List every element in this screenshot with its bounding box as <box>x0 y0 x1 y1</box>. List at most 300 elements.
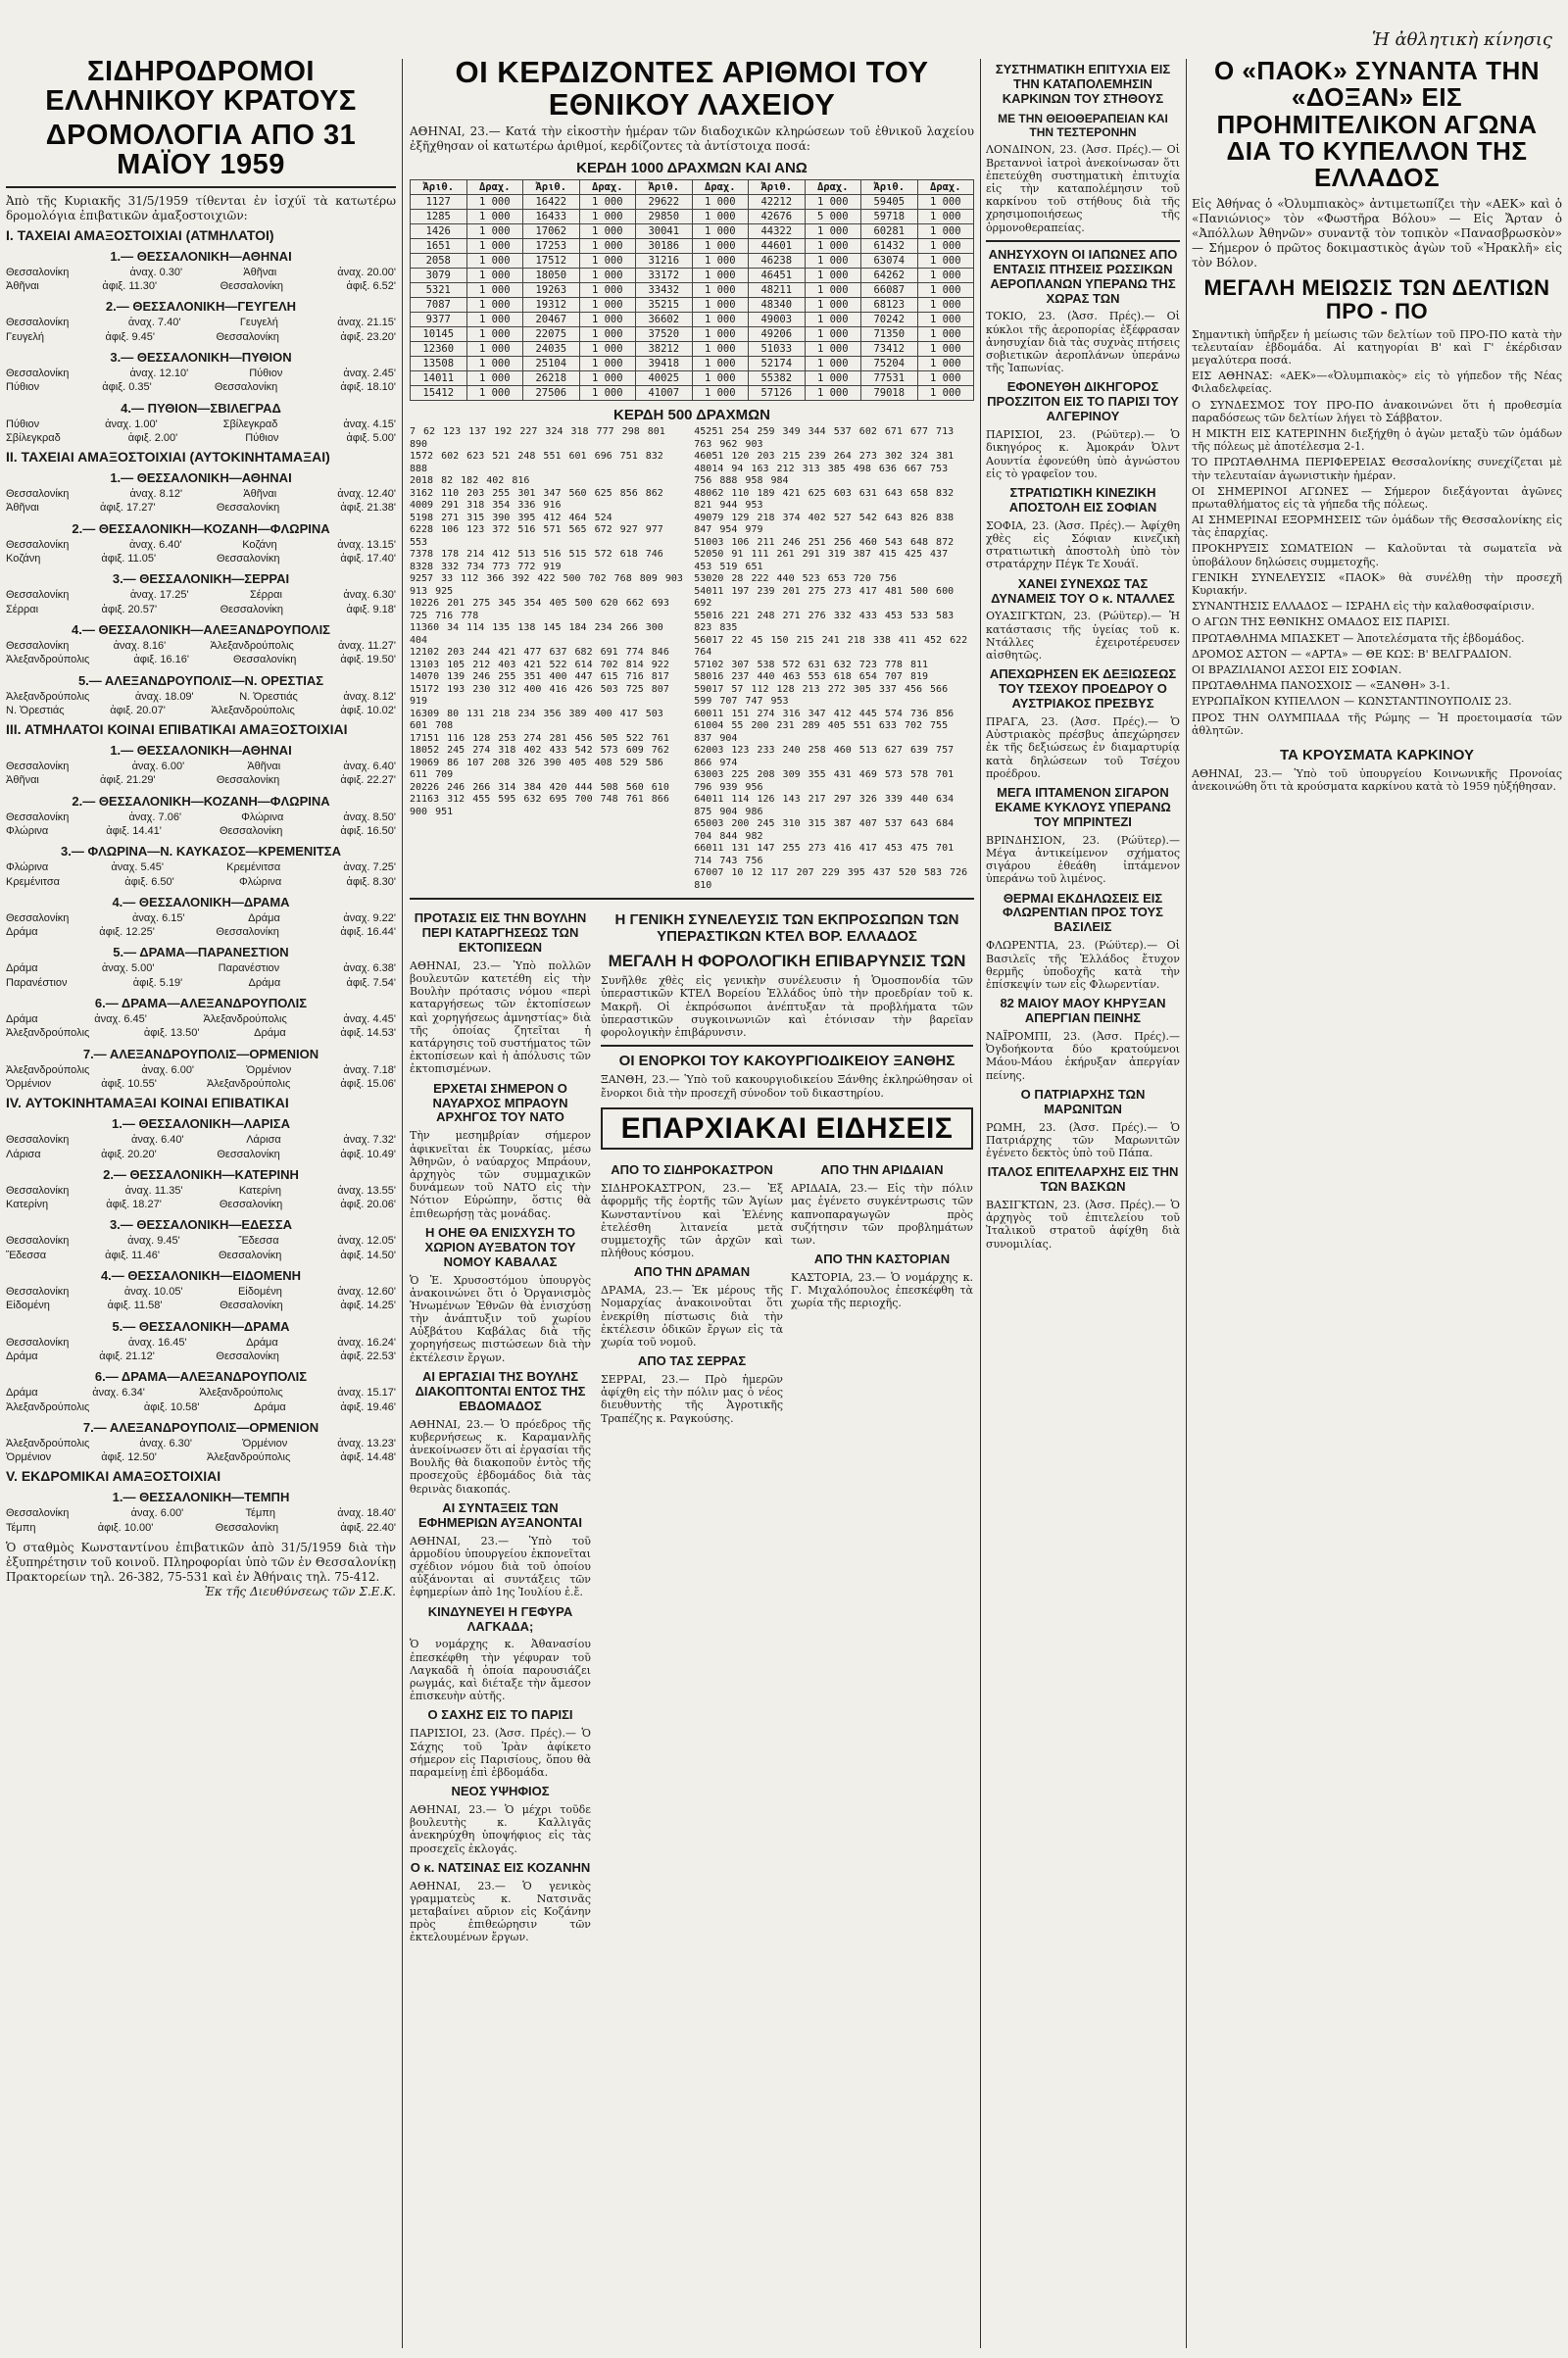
rail-timetable-cell: ἀναχ. 15.17' <box>337 1387 396 1400</box>
rail-timetable-cell: Ἀλεξανδρούπολις <box>6 1027 90 1040</box>
lottery-500-line: 14070 139 246 255 351 400 447 615 716 817 <box>410 671 669 683</box>
rail-timetable-row <box>6 875 396 889</box>
lottery-cell: 24035 <box>523 342 580 357</box>
article-body: Ὁ νομάρχης κ. Ἀθανασίου ἐπεσκέφθη τὴν γέφυραν τοῦ Λαγκαδᾶ ἡ ὁποία παρουσιάζει ρωγμάς, καὶ διέταξε τὴν ἄμεσον ἐπισκευὴν αὐτῆς. <box>410 1638 591 1703</box>
article-body: ΑΘΗΝΑΙ, 23.— Ὁ πρόεδρος τῆς κυβερνήσεως κ. Καραμανλῆς ἀνεκοίνωσεν ὅτι αἱ ἐργασίαι τῆς Βουλῆς θὰ διακοποῦν ἐντὸς τῆς προσεχοῦς ἑβδομάδος διὰ τὰς θερινὰς διακοπάς. <box>410 1417 591 1496</box>
rail-timetable-cell: Θεσσαλονίκη <box>220 1300 283 1312</box>
lottery-cell: 66087 <box>861 283 918 298</box>
lottery-cell: 31216 <box>636 254 693 269</box>
lottery-500-line: 3162 110 203 255 301 347 560 625 856 862 <box>410 487 663 499</box>
article-body: ΦΛΩΡΕΝΤΙΑ, 23. (Ρώϋτερ).— Οἱ Βασιλεῖς τῆς Ἑλλάδος ἔτυχον θερμῆς ὑποδοχῆς κατὰ τὴν ἐπίσκεψίν των εἰς Φλωρεντίαν. <box>986 939 1180 991</box>
rail-timetable-cell: ἀναχ. 0.30' <box>129 266 183 278</box>
article-body: ΠΑΡΙΣΙΟΙ, 23. (Ρώϋτερ).— Ὁ δικηγόρος κ. Ἀμοκράν Ὀλντ Αουντία ἐφονεύθη ὑπὸ ἀγνώστου εἰς τὸ γραφεῖον του. <box>986 428 1180 480</box>
lottery-cell: 64262 <box>861 269 918 283</box>
rail-timetable-row <box>6 961 396 975</box>
rail-timetable-row <box>6 603 396 616</box>
lottery-cell: 44322 <box>749 224 806 239</box>
rail-timetable-cell: Ὀρμένιον <box>246 1063 292 1076</box>
rail-timetable-row <box>6 316 396 329</box>
rail-timetable-cell: Θεσσαλονίκη <box>220 280 284 293</box>
lottery-cell: 40025 <box>636 371 693 386</box>
article-headline: ΑΠΟ ΤΗΝ ΚΑΣΤΟΡΙΑΝ <box>813 1252 951 1267</box>
lottery-cell: 1 000 <box>579 371 636 386</box>
rail-timetable-cell: Θεσσαλονίκη <box>220 603 284 615</box>
rail-timetable-cell: ἀφιξ. 22.27' <box>340 774 396 787</box>
rail-timetable-cell: Κοζάνη <box>242 538 277 551</box>
lottery-500-line: 60011 151 274 316 347 412 445 574 736 856 <box>694 708 955 719</box>
article-headline: ΜΕΓΑ ΙΠΤΑΜΕΝΟΝ ΣΙΓΑΡΟΝ ΕΚΑΜΕ ΚΥΚΛΟΥΣ ΥΠΕΡΑΝΩ ΤΟΥ ΜΠΡΙΝΤΕΖΙ <box>995 784 1171 829</box>
rail-timetable-cell: Δράμα <box>248 976 281 989</box>
rail-timetable-cell: Φλώρινα <box>241 811 284 823</box>
article-body: ΔΡΑΜΑ, 23.— Ἐκ μέρους τῆς Νομαρχίας ἀνακοινοῦται ὅτι ἐνεκρίθη πίστωσις διὰ τὴν ἐκτέλεσιν ὁδικῶν ἔργων εἰς τὰ χωρία τοῦ νομοῦ. <box>601 1284 783 1349</box>
lottery-500-line: 10226 201 275 345 354 405 500 620 662 693 725 716 778 <box>410 598 669 621</box>
lottery-cell: 17512 <box>523 254 580 269</box>
rail-timetable-cell: ἀναχ. 13.15' <box>337 538 396 551</box>
rail-timetable-row <box>6 1026 396 1040</box>
sports-brief: ΑΙ ΣΗΜΕΡΙΝΑΙ ΕΞΟΡΜΗΣΕΙΣ τῶν ὁμάδων τῆς Θεσσαλονίκης εἰς τὰς ἐπαρχίας. <box>1192 514 1562 540</box>
rail-timetable-cell: ἀφιξ. 14.53' <box>340 1027 396 1040</box>
rail-timetable-row <box>6 1012 396 1026</box>
article-headline: ΘΕΡΜΑΙ ΕΚΔΗΛΩΣΕΙΣ ΕΙΣ ΦΛΩΡΕΝΤΙΑΝ ΠΡΟΣ ΤΟΥΣ ΒΑΣΙΛΕΙΣ <box>1003 890 1163 935</box>
rail-timetable-cell: Ἀθῆναι <box>6 774 39 787</box>
rail-timetable-cell: ἀναχ. 7.25' <box>343 861 396 874</box>
rail-timetable-cell: ἀφιξ. 19.46' <box>340 1400 396 1413</box>
lottery-cell: 17253 <box>523 239 580 254</box>
lottery-cell: 1 000 <box>692 283 749 298</box>
lottery-cell: 60281 <box>861 224 918 239</box>
rail-timetable-cell: Θεσσαλονίκη <box>6 1134 70 1147</box>
article-headline: Η ΓΕΝΙΚΗ ΣΥΝΕΛΕΥΣΙΣ ΤΩΝ ΕΚΠΡΟΣΩΠΩΝ ΤΩΝ ΥΠΕΡΑΣΤΙΚΩΝ ΚΤΕΛ ΒΟΡ. ΕΛΛΑΔΟΣ <box>614 911 959 946</box>
rail-timetable-cell: Θεσσαλονίκη <box>6 266 70 278</box>
rail-timetable-cell: ἀναχ. 6.40' <box>343 761 396 773</box>
rail-timetable-cell: Θεσσαλονίκη <box>219 824 283 837</box>
lottery-cell: 1 000 <box>805 239 861 254</box>
article-body: ΣΕΡΡΑΙ, 23.— Πρὸ ἡμερῶν ἀφίχθη εἰς τὴν πόλιν μας ὁ νέος διευθυντὴς τῆς Ἀγροτικῆς Τραπέζης κ. Ραγκούσης. <box>601 1373 783 1425</box>
rail-route-name: 5.— ΘΕΣΣΑΛΟΝΙΚΗ—ΔΡΑΜΑ <box>112 1318 290 1334</box>
rail-timetable-cell: ἀφιξ. 22.53' <box>340 1350 396 1362</box>
rail-timetable-cell: ἀναχ. 12.10' <box>129 367 189 379</box>
lottery-500-line: 67007 10 12 117 207 229 395 437 520 583 726 810 <box>694 867 968 891</box>
rail-timetable-cell: Θεσσαλονίκη <box>6 1336 70 1349</box>
article-body: ΣΟΦΙΑ, 23. (Ἀσσ. Πρές).— Ἀφίχθη χθὲς εἰς Σόφιαν κινεζικὴ στρατιωτικὴ ἀποστολὴ ὑπὸ τὸν στρατάρχην Πέγκ Τε Χουάϊ. <box>986 518 1180 571</box>
lottery-500-line: 48014 94 163 212 313 385 498 636 667 753 756 888 958 984 <box>694 463 949 487</box>
lottery-cell: 3079 <box>411 269 467 283</box>
rail-timetable-cell: ἀφιξ. 23.20' <box>340 330 396 343</box>
rail-timetable-cell: ἀναχ. 6.40' <box>131 1134 184 1147</box>
sports-lead: Εἰς Ἀθήνας ὁ «Ὀλυμπιακὸς» ἀντιμετωπίζει τὴν «ΑΕΚ» καὶ ὁ «Πανιώνιος» τὸν «Φωστῆρα Βόλου» — Εἰς Ἄρταν ὁ «Ἀπόλλων Ἀθηνῶν» συναντᾷ τὸν τοπικὸν «Πανασβρωσκὸν» — Σήμερον ὁ πρῶτος δοκιμαστικὸς ἀγὼν τοῦ «Ἡρακλῆ» εἰς τὸν Βόλον. <box>1192 197 1562 270</box>
article-body: ΑΘΗΝΑΙ, 23.— Ὑπὸ τοῦ ἁρμοδίου ὑπουργείου ἐκπονεῖται σχέδιον νόμου διὰ τοῦ ὁποίου αὐξάνονται αἱ συντάξεις τῶν ἐφημερίων ἀπὸ 1ης Ἰουλίου ἐ.ἔ. <box>410 1534 591 1599</box>
rail-timetable-cell: ἀναχ. 17.25' <box>129 589 189 602</box>
article-headline: ΧΑΝΕΙ ΣΥΝΕΧΩΣ ΤΑΣ ΔΥΝΑΜΕΙΣ ΤΟΥ Ο κ. ΝΤΑΛΛΕΣ <box>991 575 1175 606</box>
lottery-cell: 48340 <box>749 298 806 313</box>
rail-title: ΣΙΔΗΡΟΔΡΟΜΟΙ ΕΛΛΗΝΙΚΟΥ ΚΡΑΤΟΥΣ <box>45 57 357 118</box>
rail-timetable-row <box>6 1386 396 1400</box>
table-row <box>411 298 974 313</box>
rail-timetable-row <box>6 279 396 293</box>
lottery-cell: 79018 <box>861 386 918 401</box>
article-headline: Ο ΣΑΧΗΣ ΕΙΣ ΤΟ ΠΑΡΙΣΙ <box>427 1707 573 1723</box>
lottery-cell: 48211 <box>749 283 806 298</box>
lottery-cell: 39418 <box>636 357 693 371</box>
rail-timetable-row <box>6 418 396 431</box>
lottery-cell: 1651 <box>411 239 467 254</box>
article-headline: ΣΤΡΑΤΙΩΤΙΚΗ ΚΙΝΕΖΙΚΗ ΑΠΟΣΤΟΛΗ ΕΙΣ ΣΟΦΙΑΝ <box>1008 484 1157 515</box>
rail-timetable-cell: Θεσσαλονίκη <box>6 811 70 823</box>
lottery-500-line: 64011 114 126 143 217 297 326 339 440 634 875 904 986 <box>694 794 955 817</box>
article-body: ΒΡΙΝΔΗΣΙΟΝ, 23. (Ρώϋτερ).— Μέγα ἀντικείμενον σχήματος σιγάρου ἐθεάθη ἱπτάμενον ὑπεράνω τοῦ λιμένος. <box>986 833 1180 886</box>
rail-timetable-cell: Λάρισα <box>246 1134 281 1147</box>
lottery-title: ΟΙ ΚΕΡΔΙΖΟΝΤΕΣ ΑΡΙΘΜΟΙ ΤΟΥ ΕΘΝΙΚΟΥ ΛΑΧΕΙΟΥ <box>455 57 929 122</box>
lottery-cell: 1 000 <box>692 313 749 327</box>
rail-route-name: 6.— ΔΡΑΜΑ—ΑΛΕΞΑΝΔΡΟΥΠΟΛΙΣ <box>94 1369 308 1385</box>
article-body: ΤΟΚΙΟ, 23. (Ἀσσ. Πρές).— Οἱ κύκλοι τῆς ἀεροπορίας ἐξέφρασαν ἀνησυχίαν διὰ τὰς συχνὰς πτήσεις σοβιετικῶν ἀεροπλάνων ὑπεράνω τῆς Ἰαπωνίας. <box>986 310 1180 375</box>
rail-timetable-cell: ἀναχ. 6.34' <box>92 1387 145 1400</box>
lottery-cell: 29622 <box>636 195 693 210</box>
rail-timetable-row <box>6 811 396 824</box>
article-headline: Η ΟΗΕ ΘΑ ΕΝΙΣΧΥΣΗ ΤΟ ΧΩΡΙΟΝ ΑΥΞΒΑΤΟΝ ΤΟΥ ΝΟΜΟΥ ΚΑΒΑΛΑΣ <box>424 1224 576 1269</box>
rail-timetable-cell: ἀναχ. 6.40' <box>129 538 182 551</box>
rail-timetable-cell: Ὀρμένιον <box>242 1437 288 1449</box>
lottery-500-line: 12102 203 244 421 477 637 682 691 774 846 <box>410 647 669 659</box>
rail-timetable-row <box>6 1400 396 1414</box>
lottery-500-line: 56017 22 45 150 215 241 218 338 411 452 622 764 <box>694 634 968 659</box>
lottery-500-line: 21163 312 455 595 632 695 700 748 761 866 900 951 <box>410 794 669 817</box>
rail-timetable-cell: ἀφιξ. 14.41' <box>106 824 162 837</box>
lottery-cell: 1 000 <box>692 327 749 342</box>
rail-timetable-cell: Κρεμένιτσα <box>226 861 281 874</box>
article-headline: ΑΠΟ ΤΑΣ ΣΕΡΡΑΣ <box>637 1353 747 1369</box>
lottery-500-line: 7378 178 214 412 513 516 515 572 618 746 <box>410 549 663 561</box>
article-body: Σημαντικὴ ὑπῆρξεν ἡ μείωσις τῶν δελτίων τοῦ ΠΡΟ-ΠΟ κατὰ τὴν τελευταίαν ἑβδομάδα. Αἱ κατηγορίαι Β' καὶ Γ' ἐκέρδισαν μεγαλύτερα ποσά. <box>1192 327 1562 368</box>
rail-section-heading: ΙΙ. ΤΑΧΕΙΑΙ ΑΜΑΞΟΣΤΟΙΧΙΑΙ (ΑΥΤΟΚΙΝΗΤΑΜΑΞΑΙ) <box>6 449 330 466</box>
lottery-cell: 35215 <box>636 298 693 313</box>
lottery-header-cell: Δραχ. <box>692 180 749 195</box>
sports-brief: ΓΕΝΙΚΗ ΣΥΝΕΛΕΥΣΙΣ «ΠΑΟΚ» θὰ συνέλθῃ τὴν προσεχῆ Κυριακήν. <box>1192 570 1562 598</box>
lottery-cell: 1 000 <box>692 357 749 371</box>
rail-timetable-cell: Θεσσαλονίκη <box>6 488 70 501</box>
lottery-cell: 1 000 <box>917 386 974 401</box>
lottery-cell: 1 000 <box>805 269 861 283</box>
article-headline: ΕΡΧΕΤΑΙ ΣΗΜΕΡΟΝ Ο ΝΑΥΑΡΧΟΣ ΜΠΡΑΟΥΝ ΑΡΧΗΓΟΣ ΤΟΥ ΝΑΤΟ <box>432 1080 568 1125</box>
rail-timetable-cell: ἀφιξ. 22.40' <box>340 1521 396 1534</box>
rail-timetable-cell: Πύθιον <box>6 418 40 430</box>
article-body: ΟΥΑΣΙΓΚΤΩΝ, 23. (Ρώϋτερ).— Ἡ κατάστασις τῆς ὑγείας τοῦ κ. Ντάλλες ἐχειροτέρευσεν αἰσθητῶς. <box>986 610 1180 663</box>
lottery-500-line: 15172 193 230 312 400 416 426 503 725 807 919 <box>410 683 669 708</box>
rail-timetable-cell: ἀναχ. 8.12' <box>129 488 183 501</box>
rail-timetable-cell: Ἀλεξανδρούπολις <box>6 1063 90 1076</box>
lottery-cell: 73412 <box>861 342 918 357</box>
sports-brief: ΠΡΟΣ ΤΗΝ ΟΛΥΜΠΙΑΔΑ τῆς Ρώμης — Ἡ προετοιμασία τῶν ἀθλητῶν. <box>1192 711 1562 737</box>
sports-brief: ΠΡΩΤΑΘΛΗΜΑ ΜΠΑΣΚΕΤ — Ἀποτελέσματα τῆς ἑβδομάδος. <box>1192 631 1525 645</box>
rail-timetable-cell: Θεσσαλονίκη <box>6 1184 70 1197</box>
lottery-cell: 1 000 <box>692 239 749 254</box>
lottery-cell: 1 000 <box>579 313 636 327</box>
sports-subtitle: ΜΕΓΑΛΗ ΜΕΙΩΣΙΣ ΤΩΝ ΔΕΛΤΙΩΝ ΠΡΟ - ΠΟ <box>1203 275 1550 323</box>
rail-timetable-cell: Θεσσαλονίκη <box>6 317 70 329</box>
rail-route-name: 7.— ΑΛΕΞΑΝΔΡΟΥΠΟΛΙΣ—ΟΡΜΕΝΙΟΝ <box>82 1419 319 1435</box>
rail-timetable-column <box>6 57 396 2350</box>
rail-timetable-cell: Θεσσαλονίκη <box>6 367 70 379</box>
sports-brief: Η ΜΙΚΤΗ ΕΙΣ ΚΑΤΕΡΙΝΗΝ διεξήχθη ὁ ἀγὼν μεταξὺ τῶν ὁμάδων τῆς πόλεως μὲ ἀποτέλεσμα 2-1. <box>1192 426 1562 454</box>
rail-sign: Ἐκ τῆς Διευθύνσεως τῶν Σ.Ε.Κ. <box>204 1585 396 1598</box>
rail-timetable-cell: ἀφιξ. 11.05' <box>101 553 157 565</box>
rail-timetable-row <box>6 760 396 773</box>
lottery-500-line: 8328 332 734 773 772 919 <box>410 561 562 572</box>
lottery-cell: 1 000 <box>917 327 974 342</box>
lottery-cell: 1 000 <box>805 357 861 371</box>
table-row <box>411 386 974 401</box>
article-headline: Ο ΠΑΤΡΙΑΡΧΗΣ ΤΩΝ ΜΑΡΩΝΙΤΩΝ <box>1020 1086 1146 1116</box>
lottery-cell: 16422 <box>523 195 580 210</box>
rail-timetable-cell: ἀναχ. 18.40' <box>337 1507 396 1520</box>
article-headline: 82 ΜΑΙΟΥ ΜΑΟΥ ΚΗΡΥΞΑΝ ΑΠΕΡΓΙΑΝ ΠΕΙΝΗΣ <box>1000 996 1166 1026</box>
lottery-cell: 1 000 <box>579 254 636 269</box>
lottery-500-line: 45251 254 259 349 344 537 602 671 677 713 763 962 903 <box>694 426 955 450</box>
lottery-cell: 1 000 <box>805 195 861 210</box>
rail-timetable-row <box>6 1148 396 1161</box>
rail-timetable-cell: ἀναχ. 6.38' <box>343 962 396 975</box>
rail-timetable-cell: ἀφιξ. 10.00' <box>97 1521 154 1534</box>
rail-section-heading: IV. ΑΥΤΟΚΙΝΗΤΑΜΑΞΑΙ ΚΟΙΝΑΙ ΕΠΙΒΑΤΙΚΑΙ <box>6 1095 289 1111</box>
lottery-500-line: 19069 86 107 208 326 390 405 408 529 586 611 709 <box>410 757 663 781</box>
rail-timetable-cell: ἀφιξ. 7.54' <box>346 976 396 989</box>
rail-timetable-cell: Κατερίνη <box>6 1199 49 1211</box>
rail-timetable-cell: ἀναχ. 16.24' <box>337 1336 396 1349</box>
sports-brief: ΤΟ ΠΡΩΤΑΘΛΗΜΑ ΠΕΡΙΦΕΡΕΙΑΣ Θεσσαλονίκης συνεχίζεται μὲ τὴν τελευταίαν ἀγωνιστικὴν ἡμέραν. <box>1192 456 1562 482</box>
rail-route-name: 1.— ΘΕΣΣΑΛΟΝΙΚΗ—ΑΘΗΝΑΙ <box>110 470 292 486</box>
rail-timetable-cell: Δράμα <box>254 1027 286 1040</box>
article-subheadline: ΜΕ ΤΗΝ ΘΕΙΟΘΕΡΑΠΕΙΑΝ ΚΑΙ ΤΗΝ ΤΕΣΤΕΡΟΝΗΝ <box>998 111 1168 139</box>
lottery-cell: 59718 <box>861 210 918 224</box>
rail-timetable-cell: ἀναχ. 6.15' <box>131 911 185 924</box>
rail-timetable-row <box>6 824 396 838</box>
rail-timetable-cell: ἀναχ. 12.60' <box>337 1286 396 1299</box>
lottery-cell: 1 000 <box>917 195 974 210</box>
lottery-cell: 1 000 <box>466 386 523 401</box>
lottery-cell: 61432 <box>861 239 918 254</box>
sports-brief: ΣΥΝΑΝΤΗΣΙΣ ΕΛΛΑΔΟΣ — ΙΣΡΑΗΛ εἰς τὴν καλαθοσφαίρισιν. <box>1192 600 1535 614</box>
rail-timetable-cell: Ὀρμένιον <box>6 1077 52 1090</box>
rail-timetable-cell: ἀφιξ. 14.50' <box>340 1249 396 1261</box>
rail-timetable-row <box>6 1521 396 1535</box>
rail-route-name: 2.— ΘΕΣΣΑΛΟΝΙΚΗ—ΚΟΖΑΝΗ—ΦΛΩΡΙΝΑ <box>72 793 330 809</box>
lottery-cell: 1 000 <box>805 342 861 357</box>
rail-timetable-cell: ἀναχ. 6.00' <box>131 761 185 773</box>
lottery-500-line: 66011 131 147 255 273 416 417 453 475 701 714 743 756 <box>694 843 955 866</box>
rail-timetable-cell: Θεσσαλονίκη <box>6 589 70 602</box>
lottery-500-line: 4009 291 318 354 336 916 <box>410 500 562 512</box>
lottery-500-line: 61004 55 200 231 289 405 551 633 702 755 837 904 <box>694 720 949 744</box>
sports-briefs <box>1192 369 1562 737</box>
center-right-subcolumn <box>601 906 973 1947</box>
lottery-500-line: 20226 246 266 314 384 420 444 508 560 610 <box>410 781 669 793</box>
rail-timetable-row <box>6 1450 396 1464</box>
lottery-500-line: 54011 197 239 201 275 273 417 481 500 600 692 <box>694 585 955 610</box>
rail-timetable-cell: Σέρραι <box>249 589 282 602</box>
rail-timetable-row <box>6 330 396 344</box>
lottery-cell: 1 000 <box>579 283 636 298</box>
rail-timetable-cell: Γευγελή <box>6 330 44 343</box>
lottery-cell: 19312 <box>523 298 580 313</box>
article-headline: Ο κ. ΝΑΤΣΙΝΑΣ ΕΙΣ ΚΟΖΑΝΗΝ <box>410 1859 591 1875</box>
article-headline: ΑΙ ΕΡΓΑΣΙΑΙ ΤΗΣ ΒΟΥΛΗΣ ΔΙΑΚΟΠΤΟΝΤΑΙ ΕΝΤΟΣ ΤΗΣ ΕΒΔΟΜΑΔΟΣ <box>415 1368 586 1413</box>
rail-timetable-cell: Ἀλεξανδρούπολις <box>206 1077 291 1090</box>
rail-timetable-row <box>6 1506 396 1520</box>
lottery-cell: 1 000 <box>466 298 523 313</box>
rail-timetable-row <box>6 431 396 445</box>
rail-timetable-cell: ἀναχ. 5.00' <box>101 962 155 975</box>
table-row <box>411 313 974 327</box>
table-row <box>411 342 974 357</box>
lottery-cell: 1 000 <box>579 210 636 224</box>
rail-timetable-cell: ἀναχ. 12.40' <box>337 488 396 501</box>
rail-timetable-row <box>6 588 396 602</box>
rail-timetable-cell: Ν. Ὀρεστιάς <box>6 704 65 716</box>
rail-timetable-row <box>6 1198 396 1211</box>
rail-route-name: 1.— ΘΕΣΣΑΛΟΝΙΚΗ—ΛΑΡΙΣΑ <box>112 1116 290 1132</box>
article-headline: ΑΙ ΣΥΝΤΑΞΕΙΣ ΤΩΝ ΕΦΗΜΕΡΙΩΝ ΑΥΞΑΝΟΝΤΑΙ <box>418 1499 582 1530</box>
rail-timetable-row <box>6 1077 396 1091</box>
rail-timetable-cell: ἀφιξ. 5.19' <box>132 976 183 989</box>
lottery-cell: 1 000 <box>692 298 749 313</box>
rail-route-name: 4.— ΘΕΣΣΑΛΟΝΙΚΗ—ΑΛΕΞΑΝΔΡΟΥΠΟΛΙΣ <box>72 621 330 637</box>
rail-timetable-cell: ἀναχ. 21.15' <box>337 317 396 329</box>
lottery-cell: 1 000 <box>692 254 749 269</box>
article-headline: ΟΙ ΕΝΟΡΚΟΙ ΤΟΥ ΚΑΚΟΥΡΓΙΟΔΙΚΕΙΟΥ ΞΑΝΘΗΣ <box>618 1053 956 1070</box>
sports-brief: ΠΡΩΤΑΘΛΗΜΑ ΠΑΝΟΣΧΟΙΣ — «ΞΑΝΘΗ» 3-1. <box>1192 679 1450 693</box>
rail-timetable-cell: ἀναχ. 20.00' <box>337 266 396 278</box>
lottery-500-line: 16309 80 131 218 234 356 389 400 417 503 601 708 <box>410 708 663 732</box>
rail-timetable-cell: ἀναχ. 8.16' <box>113 639 167 652</box>
lottery-cell: 14011 <box>411 371 467 386</box>
rail-timetable-cell: Θεσσαλονίκη <box>216 926 279 939</box>
article-headline: ΑΠΟ ΤΗΝ ΑΡΙΔΑΙΑΝ <box>820 1162 944 1178</box>
lottery-cell: 44601 <box>749 239 806 254</box>
article-body: Ὁ Ἐ. Χρυσοστόμου ὑπουργὸς ἀνακοινώνει ὅτι ὁ Ὀργανισμὸς Ἡνωμένων Ἐθνῶν θὰ ἐνισχύσῃ τὴν ἀνάπτυξιν τοῦ χωρίου Αὐξβάτου Καβάλας διὰ τῆς χορηγήσεως πιστώσεων διὰ τὴν ἐκτέλεσιν ἔργων. <box>410 1273 591 1364</box>
lottery-500-line: 46051 120 203 215 239 264 273 302 324 381 <box>694 451 955 463</box>
lottery-cell: 1 000 <box>466 210 523 224</box>
rail-timetable-row <box>6 773 396 787</box>
rail-timetable-row <box>6 501 396 515</box>
lottery-cell: 1 000 <box>805 298 861 313</box>
rail-intro: Ἀπὸ τῆς Κυριακῆς 31/5/1959 τίθενται ἐν ἰσχύϊ τὰ κατωτέρω δρομολόγια ἐπιβατικῶν ἀμαξοστοιχιῶν: <box>6 193 396 222</box>
lottery-cell: 9377 <box>411 313 467 327</box>
lottery-500-line: 52050 91 111 261 291 319 387 415 425 437 453 519 651 <box>694 549 949 572</box>
rail-timetable-row <box>6 1249 396 1262</box>
lottery-cell: 75204 <box>861 357 918 371</box>
lottery-cell: 18050 <box>523 269 580 283</box>
rail-timetable-cell: ἀφιξ. 18.10' <box>340 381 396 394</box>
rail-timetable-cell: ἀφιξ. 0.35' <box>102 381 152 394</box>
lottery-500-left <box>410 426 686 818</box>
lottery-cell: 41007 <box>636 386 693 401</box>
article-body: ΛΟΝΔΙΝΟΝ, 23. (Ἀσσ. Πρές).— Οἱ Βρεταννοὶ ἰατροὶ ἀνεκοίνωσαν ὅτι ἐπετεύχθη συστηματικὴ ἐπιτυχία εἰς τὴν καταπολέμησιν τοῦ καρκίνου τοῦ στήθους διὰ τῆς χρησιμοποιήσεως τῆς ὁρμονοθεραπείας. <box>986 143 1180 234</box>
lottery-cell: 33172 <box>636 269 693 283</box>
rail-timetable-cell: Θεσσαλονίκη <box>219 1199 283 1211</box>
rail-timetable-cell: ἀφιξ. 9.45' <box>105 330 155 343</box>
rail-timetable-cell: ἀναχ. 9.45' <box>127 1235 180 1248</box>
international-news-column <box>986 57 1180 2350</box>
lottery-cell: 1 000 <box>917 239 974 254</box>
rail-timetable-cell: ἀναχ. 9.22' <box>343 911 396 924</box>
rail-timetable-cell: ἀφιξ. 16.44' <box>340 926 396 939</box>
article-body: ΑΘΗΝΑΙ, 23.— Ὁ γενικὸς γραμματεὺς κ. Νατσινᾶς μεταβαίνει αὔριον εἰς Κοζάνην πρὸς ἐπιθεώρησιν τῶν ἐκτελουμένων ἔργων. <box>410 1879 591 1944</box>
rail-timetable-cell: Γευγελή <box>239 317 278 329</box>
rail-timetable-cell: ἀναχ. 2.45' <box>343 367 396 379</box>
lottery-cell: 19263 <box>523 283 580 298</box>
lottery-cell: 1 000 <box>466 239 523 254</box>
lottery-500-line: 6228 106 123 372 516 571 565 672 927 977 553 <box>410 524 663 548</box>
lottery-cell: 1 000 <box>692 269 749 283</box>
lottery-cell: 77531 <box>861 371 918 386</box>
lottery-cell: 42212 <box>749 195 806 210</box>
rail-timetable-cell: ἀφιξ. 16.50' <box>340 824 396 837</box>
column-rule <box>402 59 403 2348</box>
rail-timetable-row <box>6 1184 396 1198</box>
rail-timetable-cell: Θεσσαλονίκη <box>6 639 70 652</box>
rail-route-name: 1.— ΘΕΣΣΑΛΟΝΙΚΗ—ΑΘΗΝΑΙ <box>110 743 292 759</box>
article-headline: ΑΠΟ ΤΟ ΣΙΔΗΡΟΚΑΣΤΡΟΝ <box>611 1162 773 1178</box>
lottery-cell: 1 000 <box>805 327 861 342</box>
rail-routes <box>6 249 396 1535</box>
rail-timetable-cell: ἀναχ. 1.00' <box>105 418 158 430</box>
rail-timetable-cell: Εἰδομένη <box>6 1300 50 1312</box>
sports-brief: ΕΙΣ ΑΘΗΝΑΣ: «ΑΕΚ»—«Ὀλυμπιακὸς» εἰς τὸ γήπεδον τῆς Νέας Φιλαδελφείας. <box>1192 369 1562 396</box>
table-row <box>411 357 974 371</box>
rail-timetable-cell: Ἀθῆναι <box>247 761 281 773</box>
rail-timetable-row <box>6 1234 396 1248</box>
lottery-header-cell: Δραχ. <box>579 180 636 195</box>
rail-timetable-cell: Θεσσαλονίκη <box>6 911 70 924</box>
rail-timetable-row <box>6 690 396 704</box>
rail-closing: Ὁ σταθμὸς Κωνσταντίνου ἐπιβατικῶν ἀπὸ 31/5/1959 διὰ τὴν ἐξυπηρέτησιν τοῦ κοινοῦ. Πληροφορίαι ὑπὸ τῶν ἐν Θεσσαλονίκῃ Πρακτορείων τηλ. 26-382, 75-531 καὶ ἐν Ἀθήναις τηλ. 75-412. <box>6 1541 396 1584</box>
rail-timetable-cell: ἀφιξ. 18.27' <box>106 1199 162 1211</box>
table-row <box>411 371 974 386</box>
rail-timetable-cell: Παρανέστιον <box>6 976 68 989</box>
rail-timetable-row <box>6 1437 396 1450</box>
lottery-cell: 37520 <box>636 327 693 342</box>
rail-timetable-cell: Ἀλεξανδρούπολις <box>6 1400 90 1413</box>
rail-timetable-cell: Τέμπη <box>245 1507 276 1520</box>
rail-timetable-cell: ἀφιξ. 5.00' <box>346 431 396 444</box>
divider <box>986 240 1180 242</box>
sports-brief: ΟΙ ΣΗΜΕΡΙΝΟΙ ΑΓΩΝΕΣ — Σήμερον διεξάγονται ἀγῶνες πρωταθλήματος εἰς τὰ γήπεδα τῆς πόλεως. <box>1192 484 1562 511</box>
lottery-cell: 57126 <box>749 386 806 401</box>
lottery-cell: 49003 <box>749 313 806 327</box>
rail-timetable-cell: ἀναχ. 6.00' <box>130 1507 184 1520</box>
rail-timetable-row <box>6 380 396 394</box>
rail-route-name: 1.— ΘΕΣΣΑΛΟΝΙΚΗ—ΤΕΜΠΗ <box>112 1490 290 1505</box>
rail-timetable-cell: ἀφιξ. 6.50' <box>124 875 174 888</box>
rail-timetable-row <box>6 552 396 565</box>
rail-timetable-cell: ἀναχ. 7.18' <box>343 1063 396 1076</box>
rail-route-name: 3.— ΘΕΣΣΑΛΟΝΙΚΗ—ΠΥΘΙΟΝ <box>110 349 292 365</box>
lottery-500-line: 9257 33 112 366 392 422 500 702 768 809 903 913 925 <box>410 573 683 597</box>
lottery-cell: 1285 <box>411 210 467 224</box>
lottery-cell: 20467 <box>523 313 580 327</box>
lottery-500-line: 17151 116 128 253 274 281 456 505 522 761 <box>410 732 669 744</box>
lottery-cell: 1 000 <box>805 371 861 386</box>
rail-timetable-cell: Δράμα <box>248 911 280 924</box>
lottery-cell: 12360 <box>411 342 467 357</box>
lottery-cell: 1 000 <box>579 195 636 210</box>
rail-timetable-cell: ἀναχ. 7.32' <box>343 1134 396 1147</box>
lottery-500-line: 62003 123 233 240 258 460 513 627 639 757 866 974 <box>694 745 955 768</box>
article-headline: ΣΥΣΤΗΜΑΤΙΚΗ ΕΠΙΤΥΧΙΑ ΕΙΣ ΤΗΝ ΚΑΤΑΠΟΛΕΜΗΣΙΝ ΚΑΡΚΙΝΩΝ ΤΟΥ ΣΤΗΘΟΥΣ <box>995 62 1171 106</box>
table-row <box>411 269 974 283</box>
lottery-cell: 30186 <box>636 239 693 254</box>
table-row <box>411 195 974 210</box>
